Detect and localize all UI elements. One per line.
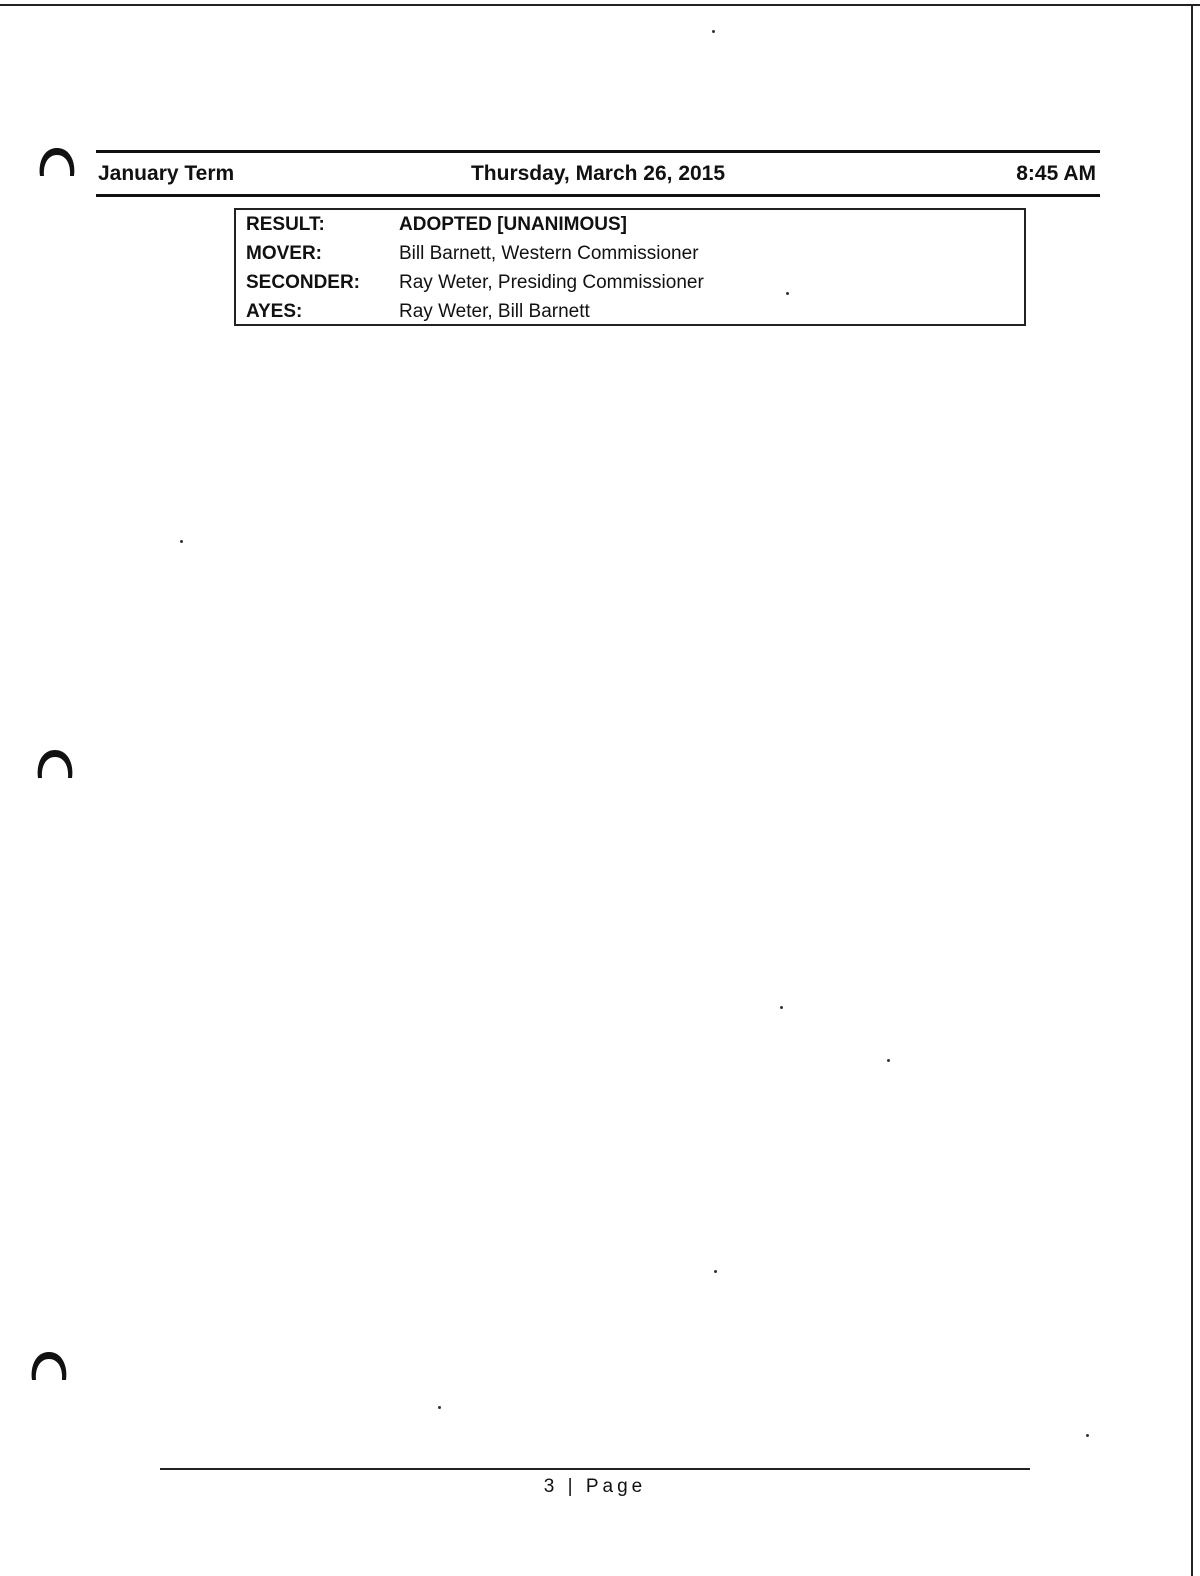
scan-speck bbox=[887, 1059, 890, 1062]
meeting-time: 8:45 AM bbox=[1016, 162, 1096, 185]
header-rule-bottom bbox=[96, 194, 1100, 197]
scan-speck bbox=[714, 1270, 717, 1273]
term-label: January Term bbox=[98, 162, 235, 185]
vote-row-ayes bbox=[236, 297, 1024, 326]
page-header bbox=[96, 150, 1100, 198]
scan-edge-right bbox=[1191, 4, 1193, 1576]
vote-row-result bbox=[236, 210, 1024, 239]
scan-speck bbox=[1086, 1434, 1089, 1437]
vote-label: SECONDER: bbox=[246, 272, 361, 293]
scan-edge-top bbox=[0, 4, 1200, 6]
vote-value: Ray Weter, Presiding Commissioner bbox=[399, 272, 704, 293]
header-rule-top bbox=[96, 150, 1100, 153]
scan-speck bbox=[786, 292, 789, 295]
vote-label: RESULT: bbox=[246, 214, 325, 235]
vote-label: MOVER: bbox=[246, 243, 322, 264]
scan-speck bbox=[180, 540, 183, 543]
scan-speck bbox=[438, 1406, 441, 1409]
page-number: 3 | Page bbox=[543, 1476, 647, 1497]
punch-hole-icon bbox=[36, 142, 78, 184]
vote-result-box bbox=[234, 208, 1026, 326]
vote-row-mover bbox=[236, 239, 1024, 268]
meeting-date: Thursday, March 26, 2015 bbox=[470, 162, 726, 185]
scan-speck bbox=[712, 30, 715, 33]
footer-rule bbox=[160, 1468, 1030, 1470]
vote-value: Bill Barnett, Western Commissioner bbox=[399, 243, 699, 264]
vote-row-seconder bbox=[236, 268, 1024, 297]
punch-hole-icon bbox=[34, 744, 76, 786]
vote-value: Ray Weter, Bill Barnett bbox=[399, 301, 590, 322]
punch-hole-icon bbox=[28, 1346, 70, 1388]
vote-label: AYES: bbox=[246, 301, 303, 322]
vote-value: ADOPTED [UNANIMOUS] bbox=[399, 214, 627, 235]
scan-speck bbox=[780, 1006, 783, 1009]
